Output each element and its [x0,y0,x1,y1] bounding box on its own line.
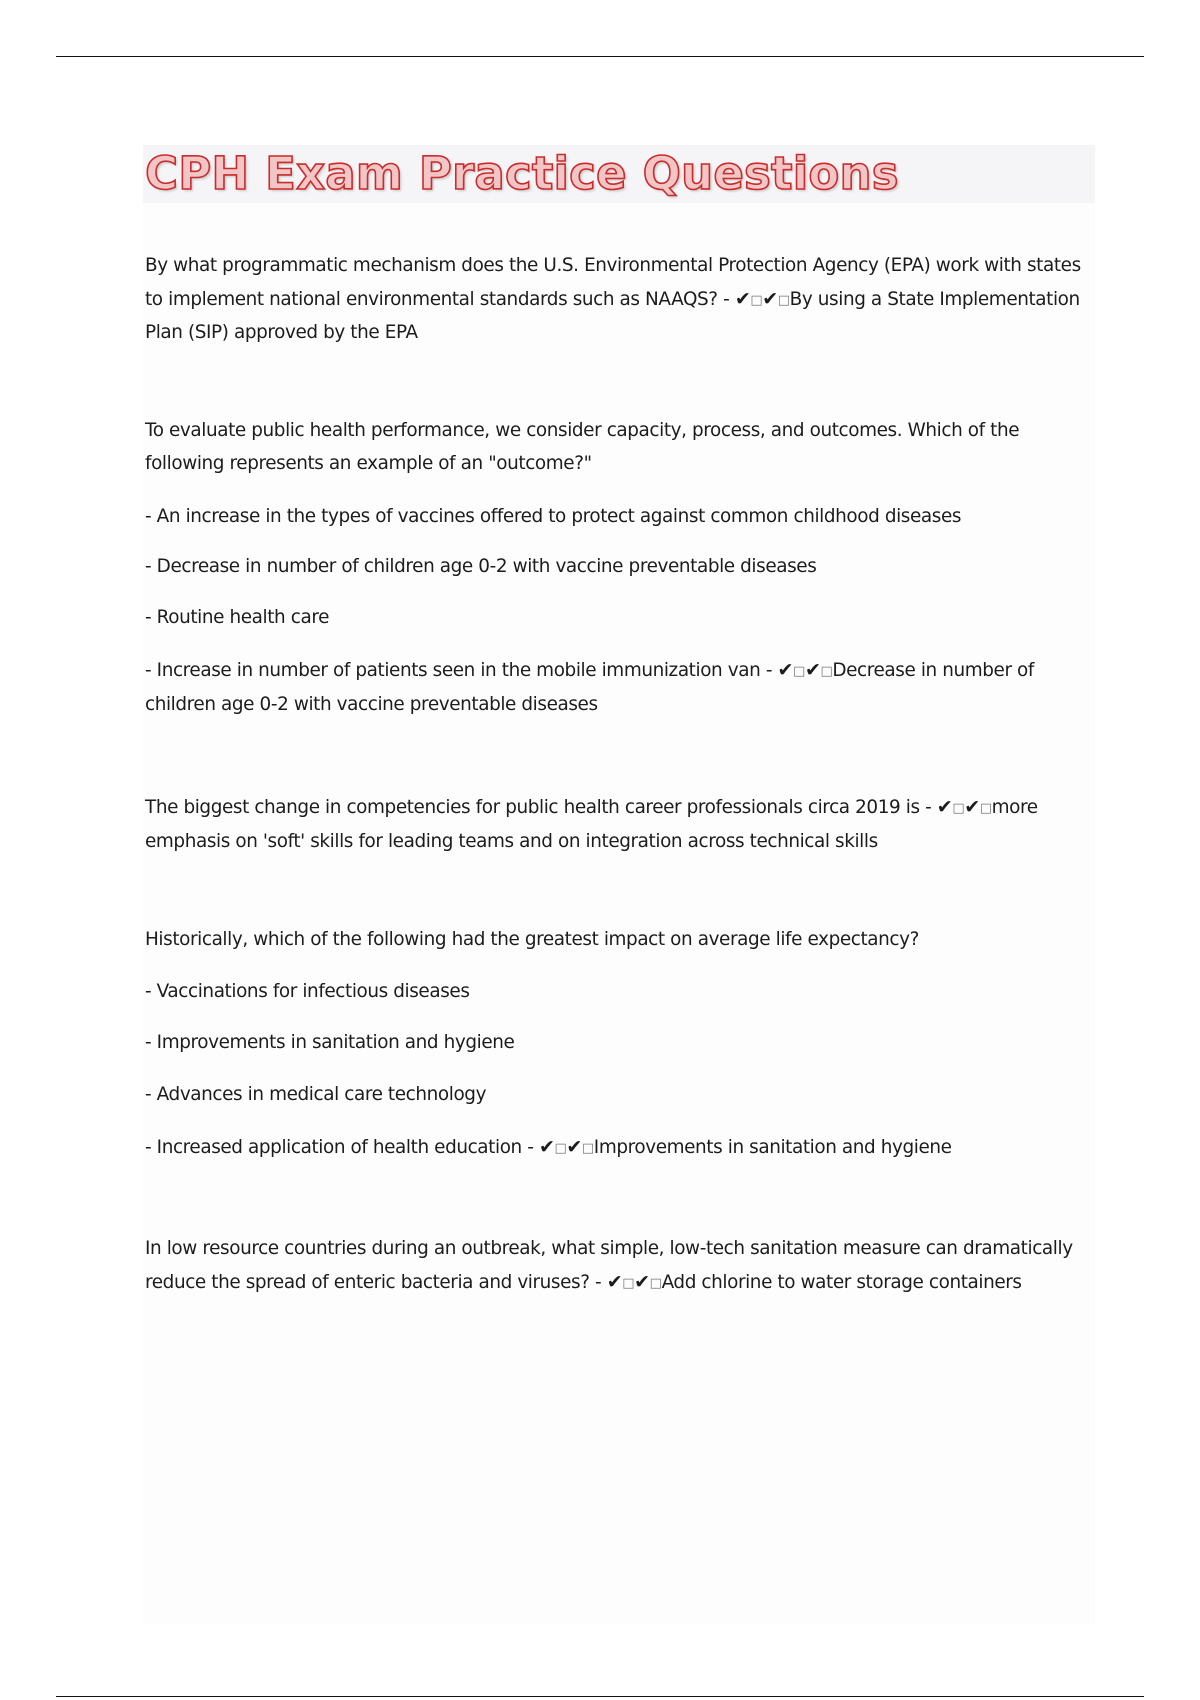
answer-3-text: more emphasis on 'soft' skills for leading teams and on integration across technical skills [145,797,1038,852]
header-rule [56,56,1144,57]
option: - Decrease in number of children age 0-2 with vaccine preventable diseases [145,556,817,577]
check-icon: ✔ [538,1136,555,1158]
question-1-text: By what programmatic mechanism does the U.S. Environmental Protection Agency (EPA) work with states to implement national environmental standards such as NAAQS? [145,255,1081,310]
option-with-answer [145,1131,1085,1166]
question-5 [145,1233,1085,1300]
answer-separator: - [760,660,778,681]
document-body [143,145,1095,1625]
check-icon: ✔ [566,1136,582,1158]
question-4-text: Historically, which of the following had the greatest impact on average life expectancy? [145,929,919,950]
answer-separator: - [589,1271,607,1293]
option: - Advances in medical care technology [145,1084,487,1105]
answer-1-text: By using a State Implementation Plan (SIP) approved by the EPA [145,288,1080,343]
answer-separator: - [717,288,735,310]
option: - Vaccinations for infectious diseases [145,981,470,1002]
option-with-answer [145,654,1085,721]
box-icon: □ [793,664,805,679]
box-icon: □ [622,1275,635,1291]
question-5-text: In low resource countries during an outbreak, what simple, low-tech sanitation measure can dramatically reduce the spread of enteric bacteria and viruses? [145,1238,1073,1293]
check-icon: ✔ [777,659,794,681]
check-icon: ✔ [634,1270,650,1293]
question-1 [145,250,1085,350]
box-icon: □ [979,801,992,816]
option-text: - Increase in number of patients seen in the mobile immunization van [145,660,761,681]
check-icon: ✔ [804,659,821,681]
box-icon: □ [649,1275,662,1291]
document-title: CPH Exam Practice Questions [145,147,899,200]
question-2 [145,415,1085,480]
option: - Routine health care [145,607,329,628]
check-icon: ✔ [606,1270,623,1293]
answer-5-text: Add chlorine to water storage containers [661,1271,1022,1293]
question-4 [145,924,1085,957]
check-icon: ✔ [964,796,980,818]
box-icon: □ [554,1141,567,1156]
check-icon: ✔ [762,287,778,310]
answer-2-text: Decrease in number of children age 0-2 with vaccine preventable diseases [145,660,1034,715]
box-icon: □ [581,1141,594,1156]
box-icon: □ [952,801,965,816]
question-3 [145,791,1085,858]
answer-4-text: Improvements in sanitation and hygiene [593,1137,952,1158]
box-icon: □ [777,292,790,308]
box-icon: □ [820,664,833,679]
footer-rule [56,1696,1144,1697]
option: - Improvements in sanitation and hygiene [145,1032,515,1053]
option: - An increase in the types of vaccines offered to protect against common childhood diseases [145,506,962,527]
check-icon: ✔ [734,287,751,310]
check-icon: ✔ [936,796,953,818]
title-banner [143,145,1095,203]
box-icon: □ [750,292,763,308]
question-2-text: To evaluate public health performance, we consider capacity, process, and outcomes. Which of the following represents an example of an "outcome?" [145,420,1020,474]
answer-separator: - [919,797,937,818]
answer-separator: - [521,1137,539,1158]
question-3-text: The biggest change in competencies for public health career professionals circa 2019 is [145,797,920,818]
option-text: - Increased application of health education [145,1137,522,1158]
